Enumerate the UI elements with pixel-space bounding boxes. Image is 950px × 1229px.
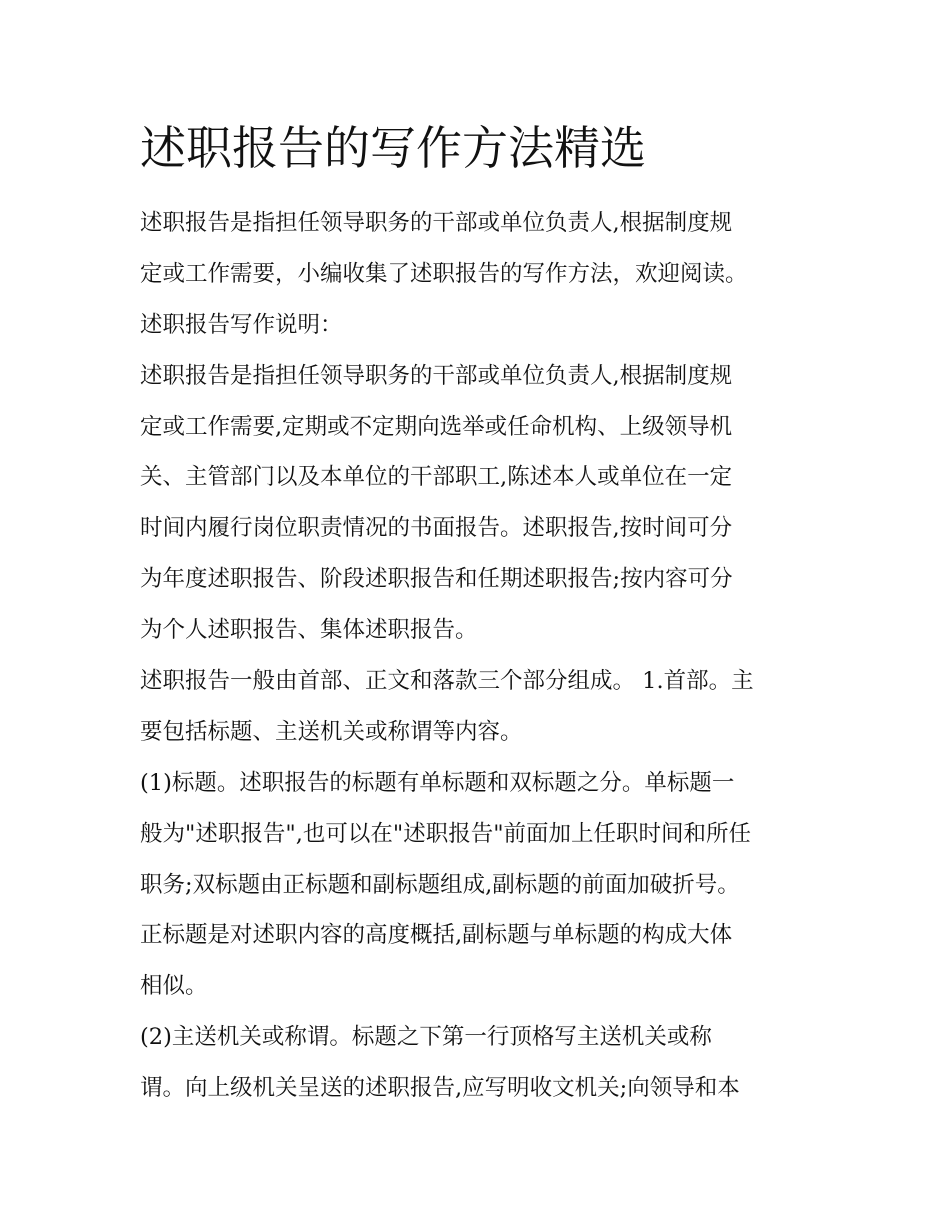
body-line: 时间内履行岗位职责情况的书面报告。述职报告,按时间可分 [140,515,733,542]
document-body [140,198,820,1114]
body-line: 述职报告写作说明： [140,311,343,338]
document-title: 述职报告的写作方法精选 [140,121,646,175]
body-line: 述职报告是指担任领导职务的干部或单位负责人,根据制度规 [140,362,733,389]
body-line: 关、主管部门以及本单位的干部职工,陈述本人或单位在一定 [140,464,733,491]
body-line: (1)标题。述职报告的标题有单标题和双标题之分。单标题一 [140,769,735,796]
body-line: 述职报告一般由首部、正文和落款三个部分组成。 1.首部。主 [140,668,754,695]
body-line: (2)主送机关或称谓。标题之下第一行顶格写主送机关或称 [140,1024,712,1051]
body-line: 职务;双标题由正标题和副标题组成,副标题的前面加破折号。 [140,871,740,898]
body-line: 般为"述职报告",也可以在"述职报告"前面加上任职时间和所任 [140,820,752,847]
body-line: 为年度述职报告、阶段述职报告和任期述职报告;按内容可分 [140,566,733,593]
body-line: 正标题是对述职内容的高度概括,副标题与单标题的构成大体 [140,922,733,949]
body-line: 定或工作需要,定期或不定期向选举或任命机构、上级领导机 [140,413,733,440]
body-line: 为个人述职报告、集体述职报告。 [140,617,478,644]
body-line: 述职报告是指担任领导职务的干部或单位负责人,根据制度规 [140,210,733,236]
body-line: 要包括标题、主送机关或称谓等内容。 [140,718,523,745]
body-line: 谓。向上级机关呈送的述职报告,应写明收文机关;向领导和本 [140,1075,740,1102]
body-line: 相似。 [140,973,208,1000]
body-line: 定或工作需要，小编收集了述职报告的写作方法，欢迎阅读。 [140,260,748,287]
